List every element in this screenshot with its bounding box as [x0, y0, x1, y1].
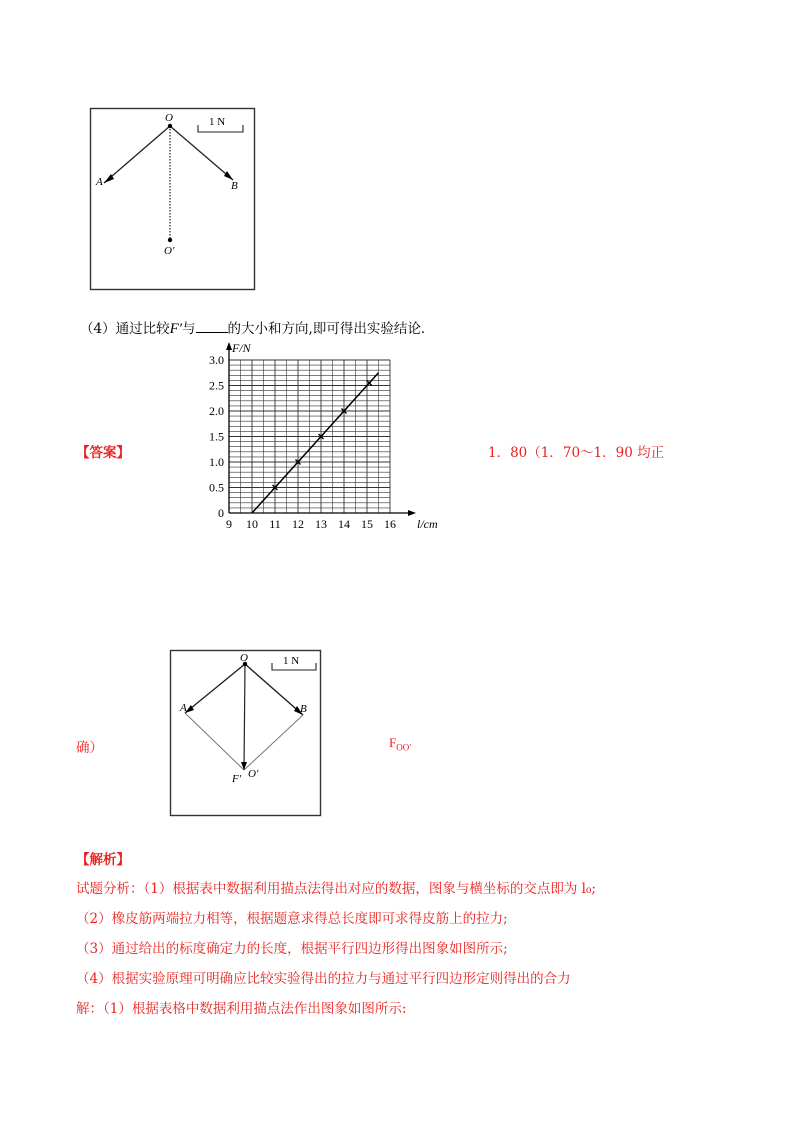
x-axis-label: l/cm	[417, 517, 438, 531]
x-axis-arrow	[408, 510, 416, 516]
diagram-border	[171, 651, 321, 816]
force-line-oa	[185, 664, 245, 713]
x-tick-label: 11	[269, 517, 281, 531]
answer-value-2-sub: OO′	[396, 742, 412, 753]
y-tick-label: 1.0	[209, 455, 224, 469]
x-tick-label: 9	[226, 517, 232, 531]
parallel-line-a	[185, 713, 244, 770]
answer-label: 【答案】	[76, 445, 130, 461]
force-line-oa	[104, 126, 170, 183]
label-o: O	[165, 112, 173, 124]
answer-value-2	[389, 735, 411, 753]
label-b: B	[300, 703, 307, 715]
y-tick-label: 3.0	[209, 353, 224, 367]
label-o: O	[240, 652, 248, 664]
analysis-line-5: 解：（1）根据表格中数据利用描点法作出图象如图所示:	[76, 1001, 407, 1017]
y-tick-label: 0	[218, 506, 224, 520]
label-b: B	[231, 180, 238, 192]
analysis-line-2: （2）橡皮筋两端拉力相等，根据题意求得总长度即可求得皮筋上的拉力;	[76, 911, 508, 927]
x-tick-label: 12	[292, 517, 304, 531]
diagram-border	[91, 109, 255, 290]
answer-value-1: 1．80（1．70～1．90 均正	[488, 445, 665, 461]
question-4-prefix: （4）通过比较	[80, 321, 170, 337]
x-tick-label: 13	[315, 517, 327, 531]
chart-marks	[252, 373, 379, 513]
analysis-line-3: （3）通过给出的标度确定力的长度，根据平行四边形得出图象如图所示;	[76, 941, 508, 957]
arrow-f-prime	[241, 762, 247, 770]
x-tick-label: 10	[246, 517, 258, 531]
analysis-heading: 【解析】	[76, 852, 130, 868]
data-point	[367, 380, 372, 385]
x-tick-label: 16	[384, 517, 396, 531]
answer-value-1-continued: 确）	[76, 740, 103, 756]
force-diagram-1	[90, 108, 255, 290]
scale-label: 1 N	[283, 655, 300, 667]
fit-line	[252, 373, 379, 513]
question-4	[80, 317, 434, 338]
label-a: A	[180, 702, 187, 714]
scale-label: 1 N	[209, 116, 226, 128]
force-symbol: F′	[169, 321, 183, 337]
x-tick-label: 15	[361, 517, 373, 531]
force-length-chart	[185, 338, 438, 538]
point-o-prime	[168, 238, 172, 242]
arrow-b	[224, 171, 233, 180]
question-4-suffix: 的大小和方向,即可得出实验结论．	[227, 321, 435, 337]
x-tick-label: 14	[338, 517, 350, 531]
answer-blank	[196, 320, 228, 333]
analysis-line-4: （4）根据实验原理可明确应比较实验得出的拉力与通过平行四边形定则得出的合力	[76, 971, 571, 987]
answer-value-2-main: F	[389, 735, 397, 750]
label-o-prime: O′	[164, 245, 175, 257]
parallel-line-b	[244, 715, 303, 770]
chart-grid	[229, 360, 390, 513]
resultant-line	[244, 664, 245, 770]
y-tick-label: 2.5	[209, 378, 224, 393]
force-line-ob	[245, 664, 303, 715]
y-tick-label: 2.0	[209, 404, 224, 418]
y-tick-label: 1.5	[209, 429, 224, 444]
y-tick-label: 0.5	[209, 480, 224, 495]
label-o-prime: O′	[248, 768, 259, 780]
y-axis-label: F/N	[232, 341, 251, 355]
label-a: A	[96, 176, 103, 188]
analysis-line-1: 试题分析：（1）根据表中数据利用描点法得出对应的数据，图象与横坐标的交点即为 l₀;	[76, 881, 596, 897]
label-f-prime: F′	[232, 773, 242, 785]
force-diagram-2	[170, 650, 326, 818]
question-4-middle: 与	[182, 321, 196, 337]
point-o	[168, 124, 172, 128]
force-line-ob	[170, 126, 233, 180]
